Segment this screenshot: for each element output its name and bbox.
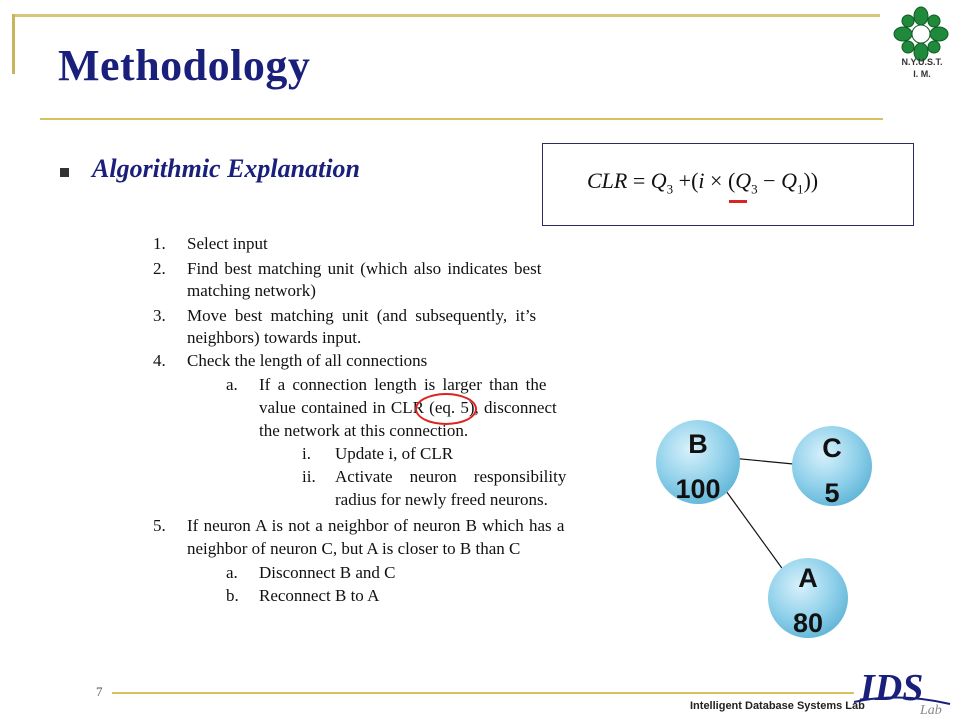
node-a-id: A [798, 563, 818, 593]
algo-line: Find best matching unit (which also indicates best [187, 259, 542, 278]
algo-line: Reconnect B to A [259, 586, 380, 605]
ids-logo-text: IDS [860, 667, 924, 709]
algo-line: value contained in CLR (eq. 5), disconnect [259, 398, 557, 417]
node-c-id: C [822, 433, 842, 463]
i-underline-mark [729, 200, 747, 203]
algo-line: radius for newly freed neurons. [335, 490, 548, 509]
node-b-id: B [688, 429, 708, 459]
title-underline [40, 118, 883, 120]
algo-num: a. [226, 563, 238, 582]
algo-num: 4. [153, 351, 166, 370]
formula-close: )) [803, 168, 819, 193]
formula-minus: − [757, 168, 782, 193]
algo-line: Activate neuron responsibility [335, 467, 567, 486]
algo-line: the network at this connection. [259, 421, 469, 440]
ids-lab-logo-icon [850, 662, 956, 718]
formula-q3: Q [650, 168, 667, 193]
ids-logo-sub: Lab [920, 703, 942, 718]
algo-line: If neuron A is not a neighbor of neuron B which has a [187, 516, 565, 535]
algo-num: 2. [153, 259, 166, 278]
logo-caption-line2: I. M. [913, 69, 931, 79]
left-border-bar [12, 14, 15, 74]
algo-line: matching network) [187, 281, 316, 300]
formula-i: i [698, 168, 705, 193]
node-a-value: 80 [792, 608, 824, 638]
algo-num: b. [226, 586, 239, 605]
formula-lhs: CLR [587, 168, 628, 193]
neuron-graph [640, 410, 900, 650]
formula-sub3b: 3 [751, 181, 758, 197]
formula-q1: Q [781, 168, 797, 193]
formula-plus: +( [673, 168, 699, 193]
algo-num: 5. [153, 516, 166, 535]
algo-line: neighbor of neuron C, but A is closer to B than C [187, 539, 521, 558]
logo-caption-line1: N.Y.U.S.T. [901, 57, 943, 67]
algo-line: Move best matching unit (and subsequently, it’s [187, 306, 537, 325]
slide-title: Methodology [58, 41, 311, 90]
top-border-line [12, 14, 880, 17]
page-number: 7 [96, 684, 103, 699]
bullet-heading: Algorithmic Explanation [92, 154, 361, 183]
node-b-value: 100 [675, 474, 721, 504]
bullet-square-icon [60, 168, 69, 177]
algo-line: neighbors) towards input. [187, 328, 362, 347]
formula-sub1: 1 [796, 181, 804, 197]
algo-line: Disconnect B and C [259, 563, 396, 582]
algorithm-list [135, 230, 640, 618]
formula-eq: = [627, 168, 651, 193]
algo-num: i. [302, 444, 311, 463]
algo-line: Update i, of CLR [335, 444, 454, 463]
formula-times: × ( [704, 168, 736, 193]
node-c-value: 5 [824, 478, 840, 508]
formula-box [542, 143, 914, 226]
algo-num: a. [226, 375, 238, 394]
algo-line: If a connection length is larger than the [259, 375, 547, 394]
algo-num: ii. [302, 467, 316, 486]
algo-line: Check the length of all connections [187, 351, 428, 370]
clr-formula [587, 168, 818, 197]
algo-line: Select input [187, 234, 268, 253]
formula-q3b: Q [735, 168, 752, 193]
footer-lab-name: Intelligent Database Systems Lab [690, 700, 865, 712]
footer-line [112, 692, 854, 694]
nyust-logo-icon [893, 6, 949, 62]
logo-caption [888, 56, 956, 80]
algo-num: 1. [153, 234, 166, 253]
algo-num: 3. [153, 306, 166, 325]
formula-sub3: 3 [666, 181, 674, 197]
clr-highlight-circle [415, 393, 477, 425]
